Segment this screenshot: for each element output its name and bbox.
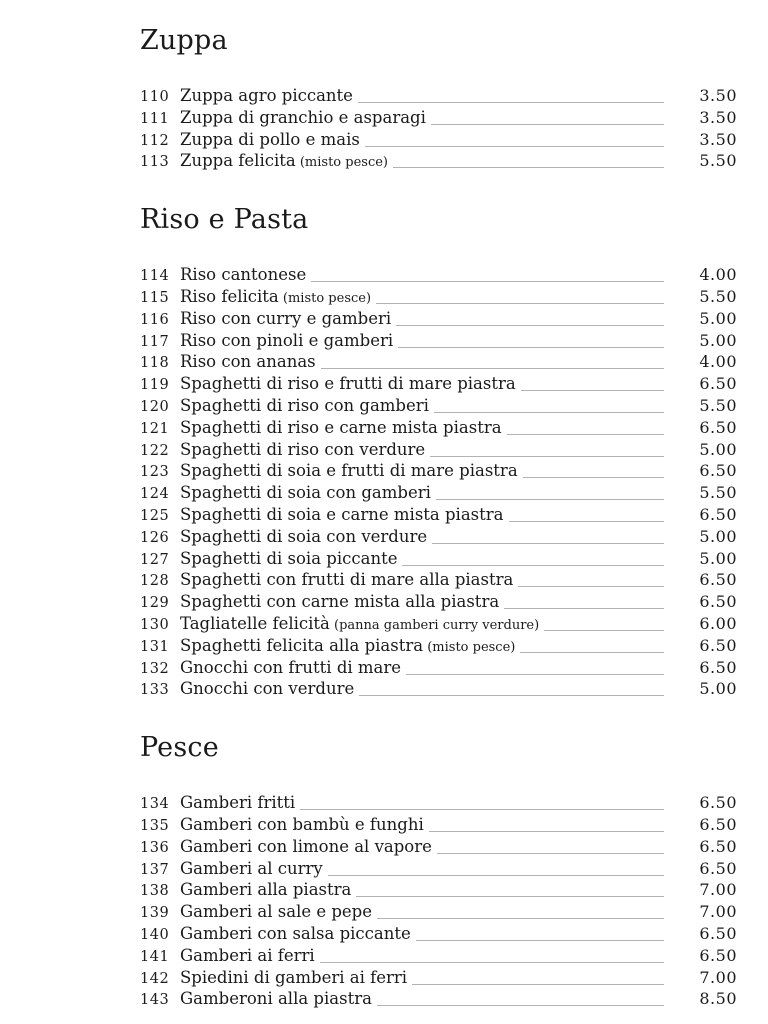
dotted-leader-line bbox=[328, 875, 664, 876]
item-number: 133 bbox=[140, 682, 170, 699]
section-title: Pesce bbox=[140, 732, 219, 764]
section-items bbox=[140, 86, 737, 173]
item-price: 6.50 bbox=[699, 570, 737, 590]
dotted-leader-line bbox=[504, 608, 664, 609]
menu-sections bbox=[140, 24, 737, 1011]
dotted-leader-line bbox=[300, 809, 664, 810]
menu-item-row bbox=[140, 658, 737, 680]
item-price: 5.00 bbox=[699, 548, 737, 568]
menu-section bbox=[140, 24, 737, 173]
item-number: 128 bbox=[140, 573, 170, 590]
menu-item-row bbox=[140, 265, 737, 287]
item-number: 123 bbox=[140, 464, 170, 481]
item-number: 135 bbox=[140, 817, 170, 834]
item-name: Riso con pinoli e gamberi bbox=[180, 330, 394, 350]
item-price: 6.00 bbox=[699, 613, 737, 633]
item-number: 137 bbox=[140, 861, 170, 878]
menu-item-row bbox=[140, 505, 737, 527]
menu-item-row bbox=[140, 989, 737, 1011]
dotted-leader-line bbox=[406, 674, 664, 675]
item-name: Gamberi con salsa piccante bbox=[180, 923, 411, 943]
item-number: 119 bbox=[140, 377, 170, 394]
section-title: Riso e Pasta bbox=[140, 204, 309, 236]
item-price: 6.50 bbox=[699, 504, 737, 524]
menu-item-row bbox=[140, 968, 737, 990]
item-note: (misto pesce) bbox=[423, 639, 516, 655]
item-name: Riso cantonese bbox=[180, 265, 307, 285]
menu-item-row bbox=[140, 418, 737, 440]
dotted-leader-line bbox=[523, 477, 664, 478]
item-name: Gamberoni alla piastra bbox=[180, 989, 372, 1009]
menu-item-row bbox=[140, 527, 737, 549]
item-number: 113 bbox=[140, 154, 170, 171]
item-name: Zuppa agro piccante bbox=[180, 86, 353, 105]
item-price: 5.50 bbox=[699, 395, 737, 415]
dotted-leader-line bbox=[358, 102, 664, 103]
menu-item-row bbox=[140, 946, 737, 968]
menu-item-row bbox=[140, 440, 737, 462]
item-number: 116 bbox=[140, 311, 170, 328]
dotted-leader-line bbox=[365, 146, 664, 147]
menu-item-row bbox=[140, 815, 737, 837]
item-price: 5.00 bbox=[699, 330, 737, 350]
dotted-leader-line bbox=[320, 962, 664, 963]
item-name: Gamberi ai ferri bbox=[180, 945, 315, 965]
dotted-leader-line bbox=[521, 390, 664, 391]
item-name: Zuppa di pollo e mais bbox=[180, 129, 360, 149]
dotted-leader-line bbox=[509, 521, 665, 522]
item-price: 5.00 bbox=[699, 526, 737, 546]
item-name: Spaghetti di soia e frutti di mare piastra bbox=[180, 461, 518, 481]
item-number: 140 bbox=[140, 926, 170, 943]
item-name: Spaghetti di riso e frutti di mare piastra bbox=[180, 374, 516, 394]
menu-item-row bbox=[140, 309, 737, 331]
menu-item-row bbox=[140, 679, 737, 701]
dotted-leader-line bbox=[430, 456, 664, 457]
item-number: 142 bbox=[140, 970, 170, 987]
item-number: 111 bbox=[140, 110, 170, 127]
menu-item-row bbox=[140, 483, 737, 505]
item-name: Spaghetti di soia piccante bbox=[180, 548, 398, 568]
item-price: 5.00 bbox=[699, 679, 737, 699]
item-price: 6.50 bbox=[699, 592, 737, 612]
item-price: 4.00 bbox=[699, 352, 737, 372]
dotted-leader-line bbox=[416, 940, 664, 941]
item-price: 6.50 bbox=[699, 417, 737, 437]
dotted-leader-line bbox=[398, 347, 664, 348]
item-name: Riso con curry e gamberi bbox=[180, 308, 392, 328]
section-items bbox=[140, 265, 737, 701]
item-price: 5.50 bbox=[699, 151, 737, 171]
section-title: Zuppa bbox=[140, 25, 228, 56]
item-name: Spaghetti di riso con gamberi bbox=[180, 395, 429, 415]
dotted-leader-line bbox=[377, 918, 664, 919]
item-price: 3.50 bbox=[699, 107, 737, 127]
item-price: 7.00 bbox=[699, 880, 737, 900]
item-price: 5.00 bbox=[699, 308, 737, 328]
item-price: 5.00 bbox=[699, 439, 737, 459]
dotted-leader-line bbox=[311, 281, 664, 282]
item-price: 8.50 bbox=[699, 989, 737, 1009]
menu-item-row bbox=[140, 837, 737, 859]
item-number: 132 bbox=[140, 660, 170, 677]
item-number: 112 bbox=[140, 132, 170, 149]
item-name: Spaghetti di soia e carne mista piastra bbox=[180, 504, 504, 524]
dotted-leader-line bbox=[412, 984, 664, 985]
item-note: (misto pesce) bbox=[278, 290, 372, 306]
menu-item-row bbox=[140, 108, 737, 130]
item-number: 141 bbox=[140, 948, 170, 965]
item-number: 122 bbox=[140, 442, 170, 459]
item-name: Spaghetti con carne mista alla piastra bbox=[180, 592, 500, 612]
menu-item-row bbox=[140, 859, 737, 881]
item-number: 114 bbox=[140, 268, 170, 285]
item-number: 120 bbox=[140, 398, 170, 415]
menu-item-row bbox=[140, 331, 737, 353]
item-price: 6.50 bbox=[699, 657, 737, 677]
item-price: 6.50 bbox=[699, 793, 737, 813]
item-name: Spaghetti con frutti di mare alla piastra bbox=[180, 570, 514, 590]
item-name: Tagliatelle felicità (panna gamberi curry verdure) bbox=[180, 613, 540, 633]
item-number: 127 bbox=[140, 551, 170, 568]
menu-item-row bbox=[140, 151, 737, 173]
item-name: Riso con ananas bbox=[180, 352, 316, 372]
item-price: 6.50 bbox=[699, 374, 737, 394]
dotted-leader-line bbox=[437, 853, 664, 854]
menu-item-row bbox=[140, 130, 737, 152]
dotted-leader-line bbox=[520, 652, 664, 653]
menu-item-row bbox=[140, 461, 737, 483]
dotted-leader-line bbox=[434, 412, 664, 413]
item-name: Gamberi con bambù e funghi bbox=[180, 814, 424, 834]
item-price: 7.00 bbox=[699, 902, 737, 922]
menu-item-row bbox=[140, 793, 737, 815]
item-number: 125 bbox=[140, 507, 170, 524]
item-number: 121 bbox=[140, 420, 170, 437]
item-number: 118 bbox=[140, 355, 170, 372]
item-number: 143 bbox=[140, 992, 170, 1009]
item-number: 136 bbox=[140, 839, 170, 856]
dotted-leader-line bbox=[402, 565, 664, 566]
item-note: (misto pesce) bbox=[295, 155, 388, 171]
menu-item-row bbox=[140, 880, 737, 902]
item-number: 126 bbox=[140, 529, 170, 546]
item-name: Zuppa di granchio e asparagi bbox=[180, 107, 426, 127]
item-number: 110 bbox=[140, 89, 170, 105]
menu-item-row bbox=[140, 352, 737, 374]
menu-item-row bbox=[140, 396, 737, 418]
menu-item-row bbox=[140, 636, 737, 658]
dotted-leader-line bbox=[432, 543, 664, 544]
item-price: 6.50 bbox=[699, 814, 737, 834]
dotted-leader-line bbox=[544, 630, 664, 631]
menu-item-row bbox=[140, 592, 737, 614]
dotted-leader-line bbox=[359, 695, 664, 696]
item-note: (panna gamberi curry verdure) bbox=[329, 617, 540, 633]
item-name: Riso felicita (misto pesce) bbox=[180, 286, 372, 306]
item-name: Gamberi al curry bbox=[180, 858, 323, 878]
dotted-leader-line bbox=[518, 586, 664, 587]
item-price: 6.50 bbox=[699, 836, 737, 856]
menu-item-row bbox=[140, 614, 737, 636]
item-number: 129 bbox=[140, 595, 170, 612]
item-name: Gamberi fritti bbox=[180, 793, 296, 813]
item-name: Gnocchi con frutti di mare bbox=[180, 657, 402, 677]
menu-item-row bbox=[140, 549, 737, 571]
dotted-leader-line bbox=[429, 831, 664, 832]
dotted-leader-line bbox=[356, 896, 664, 897]
dotted-leader-line bbox=[396, 325, 664, 326]
menu-item-row bbox=[140, 86, 737, 108]
dotted-leader-line bbox=[436, 499, 664, 500]
menu-item-row bbox=[140, 570, 737, 592]
menu-item-row bbox=[140, 287, 737, 309]
item-number: 138 bbox=[140, 883, 170, 900]
menu-section bbox=[140, 731, 737, 1011]
menu-item-row bbox=[140, 374, 737, 396]
item-price: 3.50 bbox=[699, 129, 737, 149]
item-number: 130 bbox=[140, 616, 170, 633]
item-price: 6.50 bbox=[699, 461, 737, 481]
item-price: 5.50 bbox=[699, 483, 737, 503]
item-name: Spaghetti di riso e carne mista piastra bbox=[180, 417, 502, 437]
item-number: 139 bbox=[140, 905, 170, 922]
item-name: Gamberi con limone al vapore bbox=[180, 836, 432, 856]
item-price: 3.50 bbox=[699, 86, 737, 105]
item-number: 115 bbox=[140, 289, 170, 306]
item-price: 6.50 bbox=[699, 635, 737, 655]
item-number: 117 bbox=[140, 333, 170, 350]
item-price: 4.00 bbox=[699, 265, 737, 285]
item-name: Gamberi al sale e pepe bbox=[180, 902, 373, 922]
section-items bbox=[140, 793, 737, 1011]
item-name: Gnocchi con verdure bbox=[180, 679, 355, 699]
dotted-leader-line bbox=[376, 303, 664, 304]
item-name: Zuppa felicita (misto pesce) bbox=[180, 151, 388, 171]
item-name: Spaghetti felicita alla piastra (misto pesce) bbox=[180, 635, 516, 655]
dotted-leader-line bbox=[321, 368, 664, 369]
item-price: 6.50 bbox=[699, 945, 737, 965]
item-number: 134 bbox=[140, 796, 170, 813]
item-price: 5.50 bbox=[699, 286, 737, 306]
item-name: Spaghetti di soia con verdure bbox=[180, 526, 428, 546]
item-name: Spiedini di gamberi ai ferri bbox=[180, 967, 408, 987]
menu-section bbox=[140, 203, 737, 701]
dotted-leader-line bbox=[377, 1005, 664, 1006]
item-name: Spaghetti di soia con gamberi bbox=[180, 483, 431, 503]
dotted-leader-line bbox=[431, 124, 664, 125]
dotted-leader-line bbox=[393, 167, 664, 168]
item-name: Spaghetti di riso con verdure bbox=[180, 439, 426, 459]
item-number: 131 bbox=[140, 638, 170, 655]
item-price: 6.50 bbox=[699, 923, 737, 943]
item-price: 6.50 bbox=[699, 858, 737, 878]
dotted-leader-line bbox=[507, 434, 664, 435]
item-number: 124 bbox=[140, 486, 170, 503]
item-price: 7.00 bbox=[699, 967, 737, 987]
item-name: Gamberi alla piastra bbox=[180, 880, 352, 900]
menu-item-row bbox=[140, 902, 737, 924]
menu-item-row bbox=[140, 924, 737, 946]
